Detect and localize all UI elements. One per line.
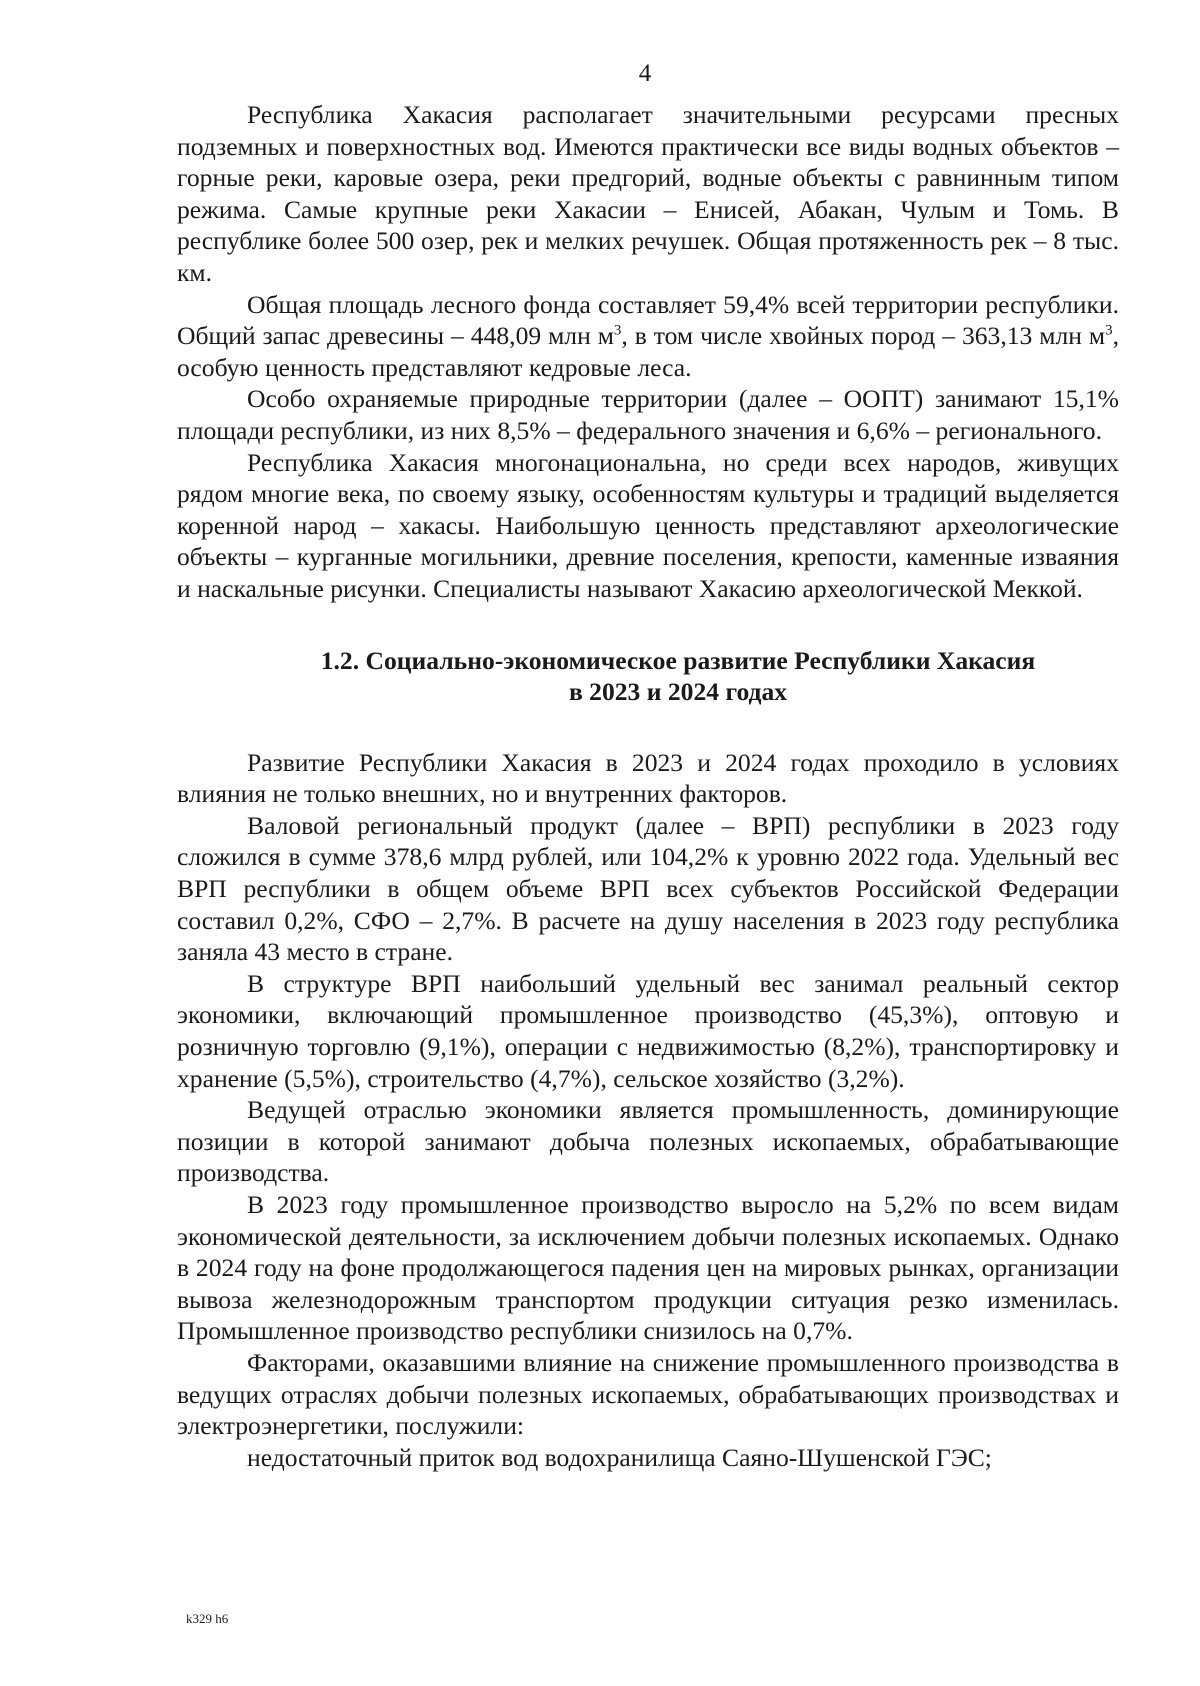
forest-text-2: , в том числе хвойных пород – 363,13 млн м (621, 321, 1106, 351)
paragraph-development: Развитие Республики Хакасия в 2023 и 2024 годах проходило в условиях влияния не только внешних, но и внутренних факторов. (177, 747, 1119, 809)
forest-text-1: Общая площадь лесного фонда составляет 59,4% всей территории республики. Общий запас древесины – 448,09 млн м (177, 289, 1119, 351)
document-body (177, 99, 1119, 1473)
paragraph-peoples: Республика Хакасия многонациональна, но среди всех народов, живущих рядом многие века, по своему языку, особенностям культуры и традиций выделяется коренной народ – хакасы. Наибольшую ценность представляют археологические объекты – курганные могильники, древние поселения, крепости, каменные изваяния и наскальные рисунки. Специалисты называют Хакасию археологической Меккой. (177, 447, 1119, 603)
section-heading-line-1: 1.2. Социально-экономическое развитие Республики Хакасия (320, 645, 1036, 675)
paragraph-protected-areas: Особо охраняемые природные территории (далее – ООПТ) занимают 15,1% площади республики, из них 8,5% – федерального значения и 6,6% – регионального. (177, 384, 1119, 445)
section-heading (177, 645, 1119, 708)
page-number: 4 (638, 60, 652, 87)
paragraph-leading-industry: Ведущей отраслью экономики является промышленность, доминирующие позиции в которой занимают добыча полезных ископаемых, обрабатывающие производства. (177, 1095, 1119, 1188)
superscript-cubic-1: 3 (613, 322, 622, 339)
paragraph-water-resources: Республика Хакасия располагает значительными ресурсами пресных подземных и поверхностных вод. Имеются практически все виды водных объектов – горные реки, каровые озера, реки предгорий, водные объекты с равнинным типом режима. Самые крупные реки Хакасии – Енисей, Абакан, Чулым и Томь. В республике более 500 озер, рек и мелких речушек. Общая протяженность рек – 8 тыс. км. (177, 100, 1119, 287)
paragraph-factors: Факторами, оказавшими влияние на снижение промышленного производства в ведущих отраслях добычи полезных ископаемых, обрабатывающих производствах и электроэнергетики, послужили: (177, 1347, 1119, 1441)
section-heading-line-2: в 2023 и 2024 годах (568, 677, 788, 707)
paragraph-forest (177, 289, 1119, 384)
paragraph-grp: Валовой региональный продукт (далее – ВРП) республики в 2023 году сложился в сумме 378,6 млрд рублей, или 104,2% к уровню 2022 года. Удельный вес ВРП республики в общем объеме ВРП всех субъектов Российской Федерации составил 0,2%, СФО – 2,7%. В расчете на душу населения в 2023 году республика заняла 43 место в стране. (177, 810, 1119, 967)
superscript-cubic-2: 3 (1105, 322, 1113, 339)
footer-document-code: k329 h6 (186, 1611, 229, 1626)
paragraph-water-inflow: недостаточный приток вод водохранилища Саяно-Шушенской ГЭС; (247, 1442, 992, 1472)
forest-text-3: , особую ценность представляют кедровые леса. (177, 321, 1119, 382)
paragraph-grp-structure: В структуре ВРП наибольший удельный вес занимал реальный сектор экономики, включающий промышленное производство (45,3%), оптовую и розничную торговлю (9,1%), операции с недвижимостью (8,2%), транспортировку и хранение (5,5%), строительство (4,7%), сельское хозяйство (3,2%). (177, 968, 1119, 1093)
paragraph-industrial-production: В 2023 году промышленное производство выросло на 5,2% по всем видам экономической деятельности, за исключением добычи полезных ископаемых. Однако в 2024 году на фоне продолжающегося падения цен на мировых рынках, организации вывоза железнодорожным транспортом продукции ситуация резко изменилась. Промышленное производство республики снизилось на 0,7%. (177, 1190, 1119, 1346)
